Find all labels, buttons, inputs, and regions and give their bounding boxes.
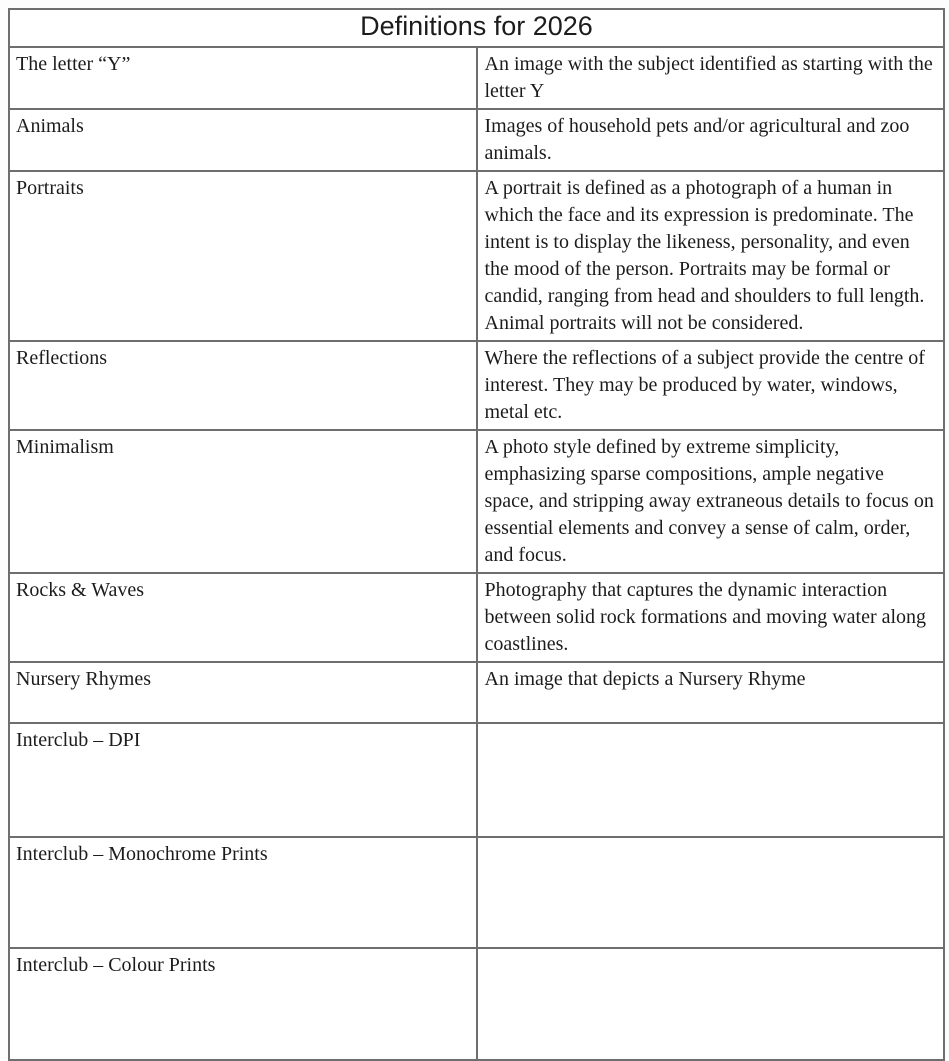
term-cell: Reflections [9,341,477,430]
definition-cell: An image with the subject identified as starting with the letter Y [477,47,945,109]
definition-cell: An image that depicts a Nursery Rhyme [477,662,945,723]
term-cell: Nursery Rhymes [9,662,477,723]
term-cell: Animals [9,109,477,171]
definition-cell [477,948,945,1060]
term-cell: Interclub – Colour Prints [9,948,477,1060]
table-row [9,47,944,109]
table-row [9,171,944,341]
term-cell: Portraits [9,171,477,341]
table-row [9,837,944,948]
definition-cell: A photo style defined by extreme simplicity, emphasizing sparse compositions, ample negative space, and stripping away extraneous details to focus on essential elements and convey a sense of calm, order, and focus. [477,430,945,573]
table-row [9,109,944,171]
table-row [9,948,944,1060]
table-row [9,430,944,573]
definition-cell: Photography that captures the dynamic interaction between solid rock formations and moving water along coastlines. [477,573,945,662]
term-cell: Rocks & Waves [9,573,477,662]
definition-cell [477,837,945,948]
table-row [9,573,944,662]
page-title: Definitions for 2026 [9,9,944,47]
term-cell: Interclub – Monochrome Prints [9,837,477,948]
term-cell: Interclub – DPI [9,723,477,837]
term-cell: The letter “Y” [9,47,477,109]
table-row [9,341,944,430]
definitions-table [8,8,945,1061]
term-cell: Minimalism [9,430,477,573]
definition-cell [477,723,945,837]
document-page [8,8,945,1061]
definition-cell: Where the reflections of a subject provide the centre of interest. They may be produced by water, windows, metal etc. [477,341,945,430]
definition-cell: A portrait is defined as a photograph of a human in which the face and its expression is predominate. The intent is to display the likeness, personality, and even the mood of the person. Portraits may be formal or candid, ranging from head and shoulders to full length. Animal portraits will not be considered. [477,171,945,341]
definition-cell: Images of household pets and/or agricultural and zoo animals. [477,109,945,171]
table-row [9,723,944,837]
table-row [9,662,944,723]
title-row [9,9,944,47]
